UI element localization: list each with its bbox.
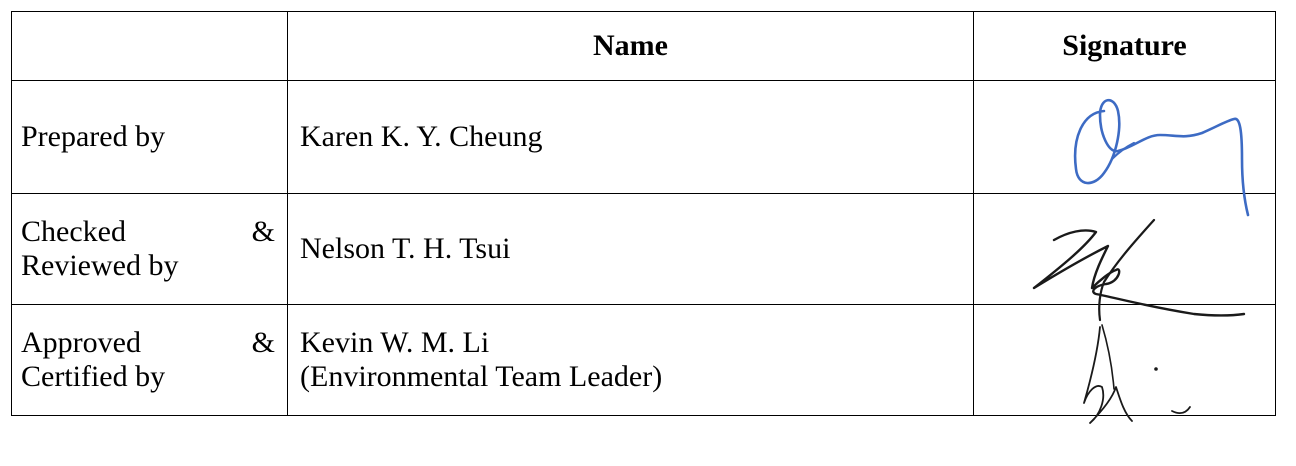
signature-cell <box>974 194 1276 305</box>
role-label: Prepared by <box>21 120 166 153</box>
header-role <box>12 12 288 81</box>
signature-table <box>11 11 1276 416</box>
name-cell <box>288 194 974 305</box>
name-label: Karen K. Y. Cheung <box>300 120 543 153</box>
name-label: Kevin W. M. Li <box>300 326 490 359</box>
name-cell <box>288 81 974 194</box>
role-cell <box>12 81 288 194</box>
name-label: Nelson T. H. Tsui <box>300 232 511 265</box>
signature-cell <box>974 305 1276 416</box>
signature-cell <box>974 81 1276 194</box>
header-name: Name <box>288 12 974 81</box>
signature-image <box>1054 295 1254 425</box>
role-cell <box>12 305 288 416</box>
role-label-line-1: Checked & <box>21 215 275 248</box>
signature-image <box>1034 69 1274 199</box>
header-signature: Signature <box>974 12 1276 81</box>
role-label-line-2: Reviewed by <box>21 249 179 282</box>
name-title: (Environmental Team Leader) <box>300 360 663 393</box>
role-cell <box>12 194 288 305</box>
table-row <box>12 305 1276 416</box>
table-row <box>12 194 1276 305</box>
role-label-line-1: Approved & <box>21 326 275 359</box>
name-cell <box>288 305 974 416</box>
role-label-line-2: Certified by <box>21 360 166 393</box>
table-row <box>12 81 1276 194</box>
